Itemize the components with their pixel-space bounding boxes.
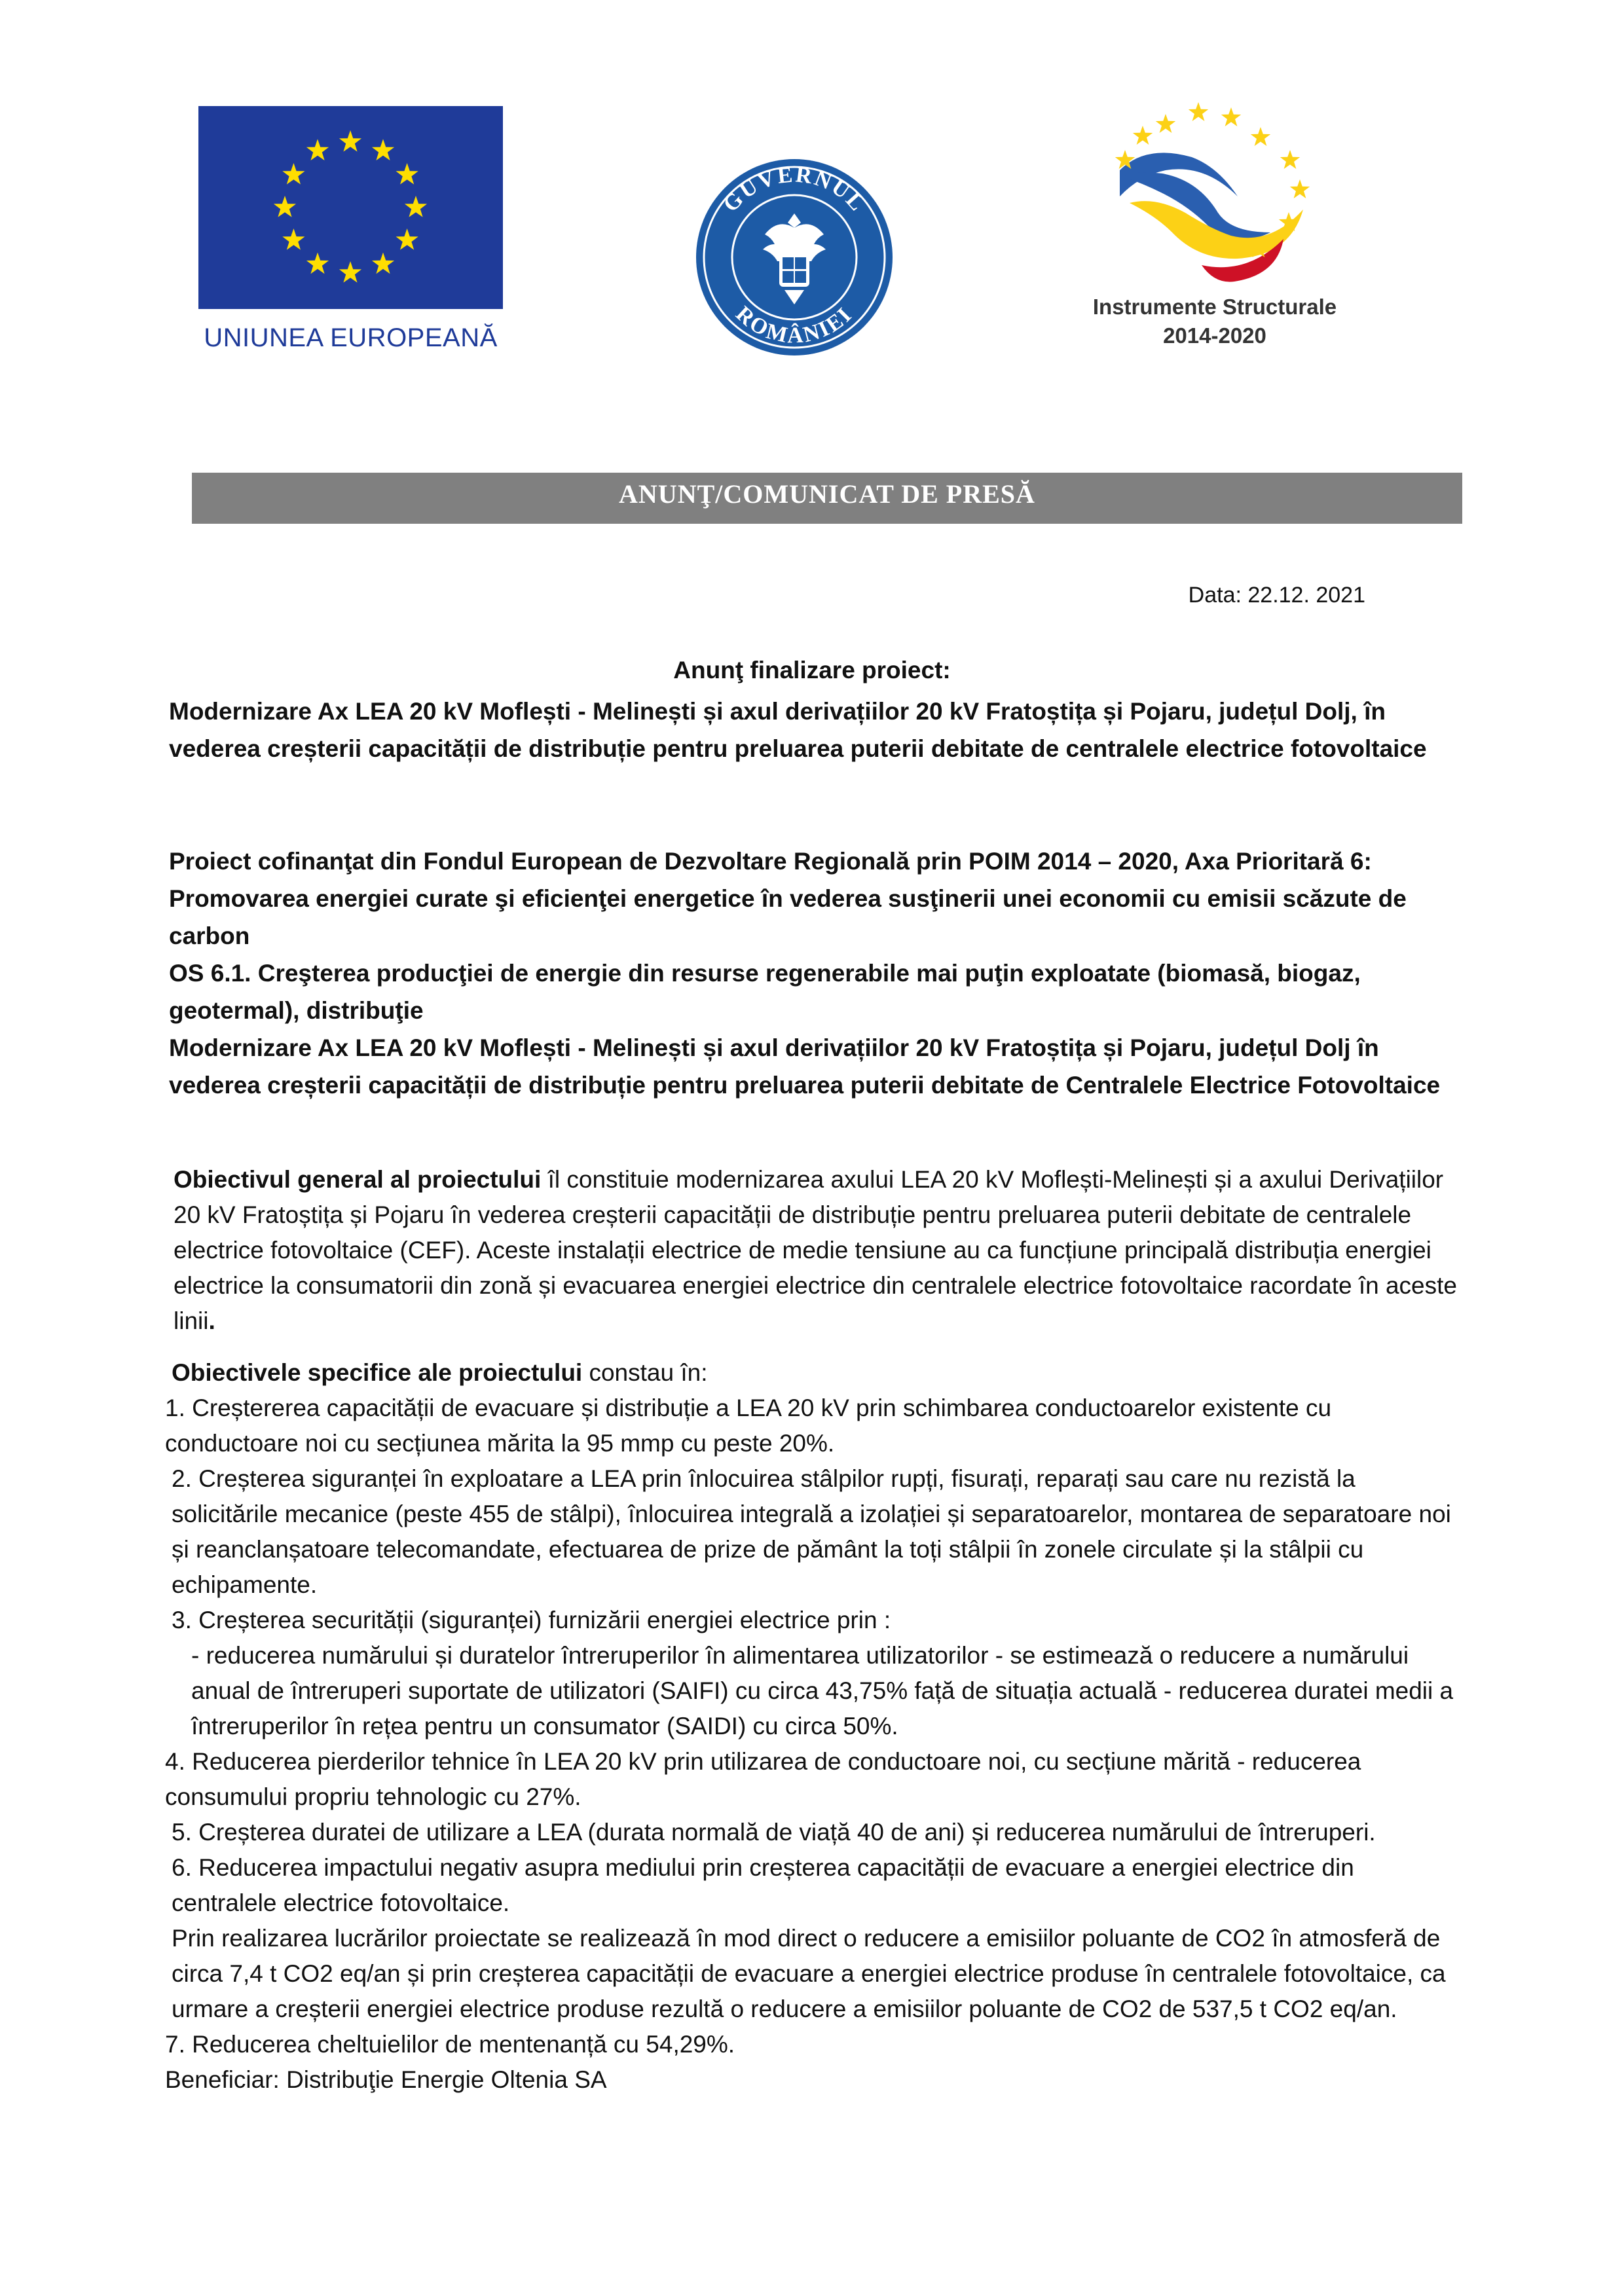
eu-star-icon <box>372 139 394 160</box>
eu-star-icon <box>396 228 418 250</box>
announcement-heading: Anunţ finalizare proiect: <box>673 657 951 683</box>
eu-star-icon <box>339 130 361 152</box>
specific-objective-2: 2. Creșterea siguranței în exploatare a LEA prin înlocuirea stâlpilor rupți, fisurați, reparați sau care nu rezistă la solicitările mecanice (peste 455 de stâlpi), înlocuirea integrală a izolației și separatoarelor, montarea de separatoare noi și reanclanșatoare telecomandate, efectuarea de prize de pământ la toți stâlpii în zonele circulate și la stâlpii cu echipamente. <box>172 1465 1451 1598</box>
structural-instruments-logo <box>1074 98 1356 360</box>
eu-flag-icon <box>198 106 503 309</box>
document-date: Data: 22.12. 2021 <box>1188 583 1365 608</box>
specific-objectives-lead-tail: constau în: <box>582 1359 708 1386</box>
eu-star-icon <box>396 163 418 185</box>
eu-stars-icon <box>198 106 503 309</box>
svg-text:ROMÂNIEI: ROMÂNIEI <box>731 301 858 348</box>
general-objective-paragraph <box>174 1162 1457 1339</box>
specific-objective-4: 4. Reducerea pierderilor tehnice în LEA 20 kV prin utilizarea de conductoare noi, cu secțiune mărită - reducerea consumului propriu tehnologic cu 27%. <box>165 1748 1361 1810</box>
structural-instruments-icon <box>1074 98 1356 288</box>
eu-star-icon <box>339 261 361 283</box>
specific-objective-7: 7. Reducerea cheltuielilor de mentenanță cu 54,29%. <box>165 2031 735 2058</box>
eu-logo <box>198 106 503 358</box>
emissions-paragraph: Prin realizarea lucrărilor proiectate se realizează în mod direct o reducere a emisiilor poluante de CO2 în atmosferă de circa 7,4 t CO2 eq/an și prin creșterea capacității de evacuare a energiei electrice produse în centralele fotovoltaice, ca urmare a creșterii energiei electrice produse rezultă o reducere a emisiilor poluante de CO2 de 537,5 t CO2 eq/an. <box>172 1925 1446 2022</box>
cofinancing-line-1: Proiect cofinanţat din Fondul European de Dezvoltare Regională prin POIM 2014 – 2020, Axa Prioritară 6: Promovarea energiei curate şi eficienţei energetice în vederea susţinerii unei economii cu emisii scăzute de carbon <box>169 848 1407 949</box>
svg-text:GUVERNUL: GUVERNUL <box>718 162 870 217</box>
cofinancing-line-3: Modernizare Ax LEA 20 kV Moflești - Melinești și axul derivațiilor 20 kV Fratoștița și Pojaru, județul Dolj în vederea creșterii capacității de distribuție pentru preluarea puterii debitate de Centralele Electrice Fotovoltaice <box>169 1034 1441 1099</box>
eu-star-icon <box>372 253 394 274</box>
eu-star-icon <box>274 196 296 217</box>
government-seal-icon <box>693 156 896 359</box>
project-title-text: Modernizare Ax LEA 20 kV Moflești - Melinești și axul derivațiilor 20 kV Fratoștița și Pojaru, județul Dolj, în vederea creșterii capacității de distribuție pentru preluarea puterii debitate de centralele electrice fotovoltaice <box>169 698 1427 762</box>
specific-objective-6: 6. Reducerea impactului negativ asupra mediului prin creșterea capacității de evacuare a energiei electrice din centralele electrice fotovoltaice. <box>172 1854 1354 1916</box>
project-title <box>169 693 1452 767</box>
eu-star-icon <box>405 196 427 217</box>
press-banner-text: ANUNŢ/COMUNICAT DE PRESĂ <box>619 479 1035 509</box>
general-objective-text: îl constituie modernizarea axului LEA 20 kV Moflești-Melinești și a axului Derivațiilor 20 kV Fratoștița și Pojaru în vederea creșterii capacității de distribuție pentru preluarea puterii debitate de centralele electrice fotovoltaice (CEF). Aceste instalații electrice de medie tensiune au ca funcțiune principală distribuția energiei electrice la consumatorii din zonă și evacuarea energiei electrice din centralele electrice fotovoltaice racordate în aceste linii <box>174 1166 1457 1334</box>
cofinancing-block <box>169 843 1452 1104</box>
eu-star-icon <box>306 253 329 274</box>
general-objective-end: . <box>208 1307 215 1334</box>
beneficiary: Beneficiar: Distribuţie Energie Oltenia SA <box>165 2066 607 2093</box>
specific-objectives <box>165 1355 1455 2098</box>
structural-instruments-years: 2014-2020 <box>1163 323 1266 348</box>
press-banner <box>192 473 1462 524</box>
structural-instruments-label: Instrumente Structurale <box>1092 295 1337 319</box>
eu-label: UNIUNEA EUROPEANĂ <box>204 323 498 352</box>
eu-star-icon <box>282 163 304 185</box>
specific-objective-1: 1. Creștererea capacității de evacuare și distribuție a LEA 20 kV prin schimbarea conductoarelor existente cu conductoare noi cu secțiunea mărita la 95 mmp cu peste 20%. <box>165 1394 1332 1457</box>
specific-objective-5: 5. Creșterea duratei de utilizare a LEA (durata normală de viață 40 de ani) și reducerea numărului de întreruperi. <box>172 1819 1376 1846</box>
eu-star-icon <box>282 228 304 250</box>
specific-objectives-heading <box>172 1355 1455 1391</box>
cofinancing-line-2: OS 6.1. Creşterea producţiei de energie din resurse regenerabile mai puţin exploatate (biomasă, biogaz, geotermal), distribuţie <box>169 960 1361 1024</box>
general-objective <box>174 1162 1457 1339</box>
general-objective-lead: Obiectivul general al proiectului <box>174 1166 542 1193</box>
specific-objective-3: 3. Creșterea securității (siguranței) furnizării energiei electrice prin : <box>172 1607 891 1633</box>
specific-objective-3-detail: - reducerea numărului și duratelor întreruperilor în alimentarea utilizatorilor - se estimează o reducere a numărului anual de întreruperi suportate de utilizatori (SAIFI) cu circa 43,75% față de situația actuală - reducerea duratei medii a întreruperilor în rețea pentru un consumator (SAIDI) cu circa 50%. <box>191 1642 1454 1740</box>
government-seal <box>693 156 896 359</box>
specific-objectives-lead: Obiectivele specifice ale proiectului <box>172 1359 583 1386</box>
eu-star-icon <box>306 139 329 160</box>
